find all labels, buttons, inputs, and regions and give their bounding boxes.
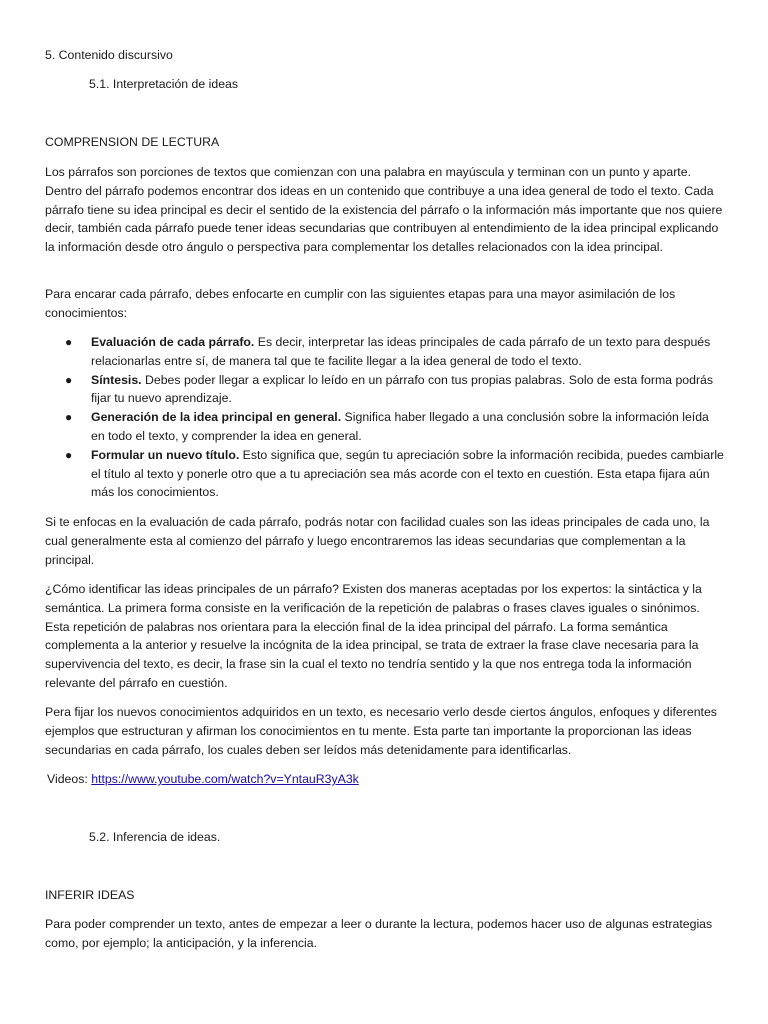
list-item [45, 333, 725, 371]
paragraph-4: ¿Cómo identificar las ideas principales de un párrafo? Existen dos maneras aceptadas por los expertos: la sintáctica y la semántica. La primera forma consiste en la verificación de la repetición de palabras o frases claves iguales o sinónimos. Esta repetición de palabras nos orientara para la elección final de la idea principal del párrafo. La forma semántica complementa a la anterior y resuelve la incógnita de la idea principal, se trata de extraer la frase clave necesaria para la supervivencia del texto, es decir, la frase sin la cual el texto no tendría sentido y la que nos entrega toda la información relevante del párrafo en cuestión. [45, 582, 702, 690]
paragraph-1: Los párrafos son porciones de textos que comienzan con una palabra en mayúscula y terminan con un punto y aparte. Dentro del párrafo podemos encontrar dos ideas en un contenido que contribuye a una idea general de todo el texto. Cada párrafo tiene su idea principal es decir el sentido de la existencia del párrafo o la información más importante que nos quiere decir, también cada párrafo puede tener ideas secundarias que contribuyen al entendimiento de la idea principal explicando la información desde otro ángulo o perspectiva para complementar los detalles relacionados con la idea principal. [45, 165, 723, 255]
subsection-title-2: 5.2. Inferencia de ideas. [89, 830, 221, 844]
list-item-bold: Síntesis. [91, 372, 142, 387]
bullet-icon: ● [65, 447, 73, 462]
stages-list [45, 333, 725, 502]
paragraph-6: Para poder comprender un texto, antes de empezar a leer o durante la lectura, podemos hacer uso de algunas estrategias como, por ejemplo; la anticipación, y la inferencia. [45, 917, 713, 950]
list-item-bold: Formular un nuevo título. [91, 447, 240, 462]
subsection-title-1: 5.1. Interpretación de ideas [89, 77, 239, 91]
list-item [45, 408, 725, 446]
list-item-text: Es decir, interpretar las ideas principales de cada párrafo de un texto para después relacionarlas entre sí, de manera tal que te facilite llegar a la idea general de todo el texto. [91, 335, 711, 368]
heading-inferir: INFERIR IDEAS [45, 888, 135, 902]
videos-line [47, 770, 727, 789]
paragraph-3: Si te enfocas en la evaluación de cada párrafo, podrás notar con facilidad cuales son las ideas principales de cada uno, la cual generalmente esta al comienzo del párrafo y luego encontraremos las ideas secundarias que complementan a la principal. [45, 515, 710, 567]
list-item-text: Esto significa que, según tu apreciación sobre la información recibida, puedes cambiarle el título al texto y ponerle otro que a tu apreciación sea más acorde con el texto en cuestión. Esta etapa fijara aún más los conocimientos. [91, 447, 724, 500]
bullet-icon: ● [65, 335, 73, 349]
bullet-icon: ● [65, 410, 73, 425]
list-item-text: Debes poder llegar a explicar lo leído en un párrafo con tus propias palabras. Solo de esta forma podrás fijar tu nuevo aprendizaje. [91, 372, 714, 406]
paragraph-5: Pera fijar los nuevos conocimientos adquiridos en un texto, es necesario verlo desde ciertos ángulos, enfoques y diferentes ejemplos que estructuran y afirman los conocimientos en tu mente. Esta parte tan importante la proporcionan las ideas secundarias en cada párrafo, los cuales deben ser leídos más detenidamente para identificarlas. [45, 705, 717, 757]
list-item-bold: Evaluación de cada párrafo. [91, 335, 255, 349]
list-item [45, 446, 725, 502]
video-link[interactable]: https://www.youtube.com/watch?v=YntauR3yA3k [91, 772, 359, 786]
bullet-icon: ● [65, 372, 73, 387]
paragraph-2: Para encarar cada párrafo, debes enfocarte en cumplir con las siguientes etapas para una mayor asimilación de los conocimientos: [45, 287, 676, 320]
list-item [45, 371, 725, 409]
list-item-text: Significa haber llegado a una conclusión sobre la información leída en todo el texto, y comprender la idea en general. [91, 410, 709, 443]
list-item-bold: Generación de la idea principal en general. [91, 410, 342, 425]
heading-comprension: COMPRENSION DE LECTURA [45, 135, 220, 149]
section-title: 5. Contenido discursivo [45, 48, 173, 62]
videos-label: Videos: [47, 772, 92, 786]
